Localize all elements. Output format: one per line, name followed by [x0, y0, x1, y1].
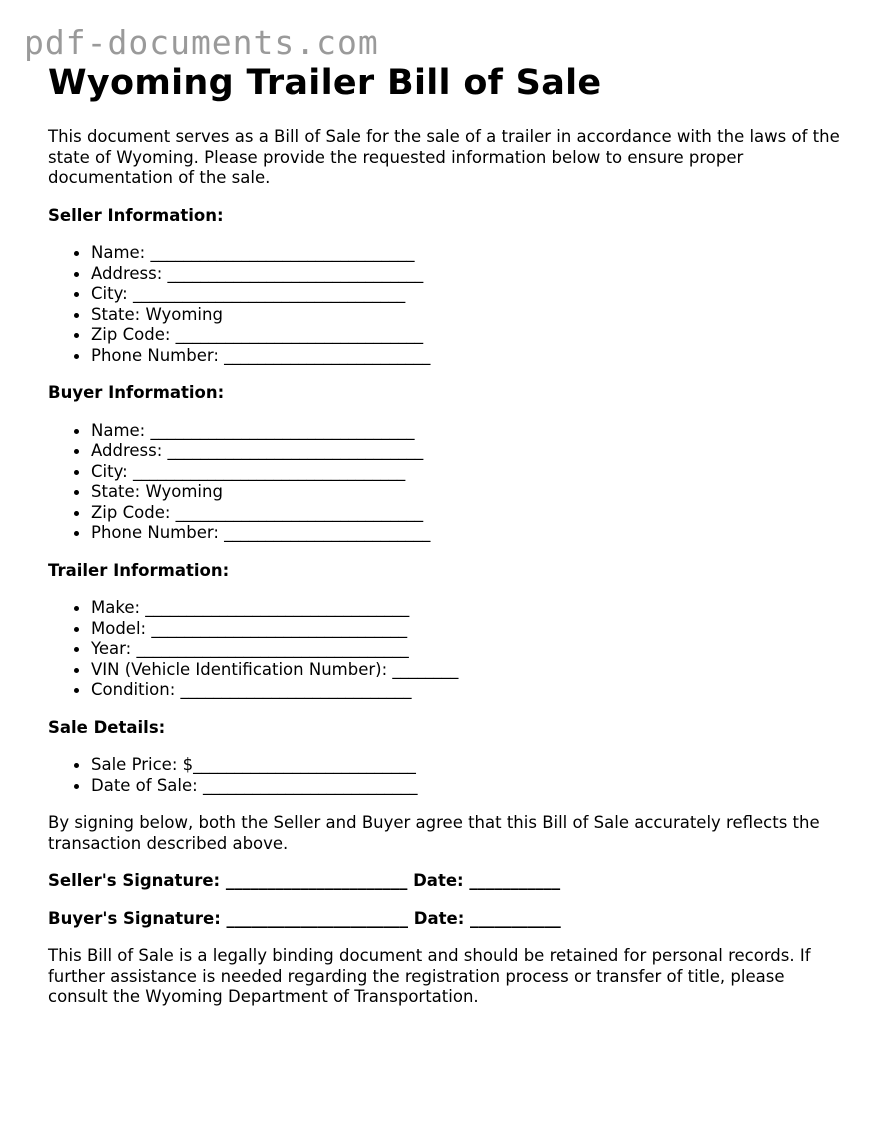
trailer-vin-field[interactable]: VIN (Vehicle Identification Number): ________ [48, 660, 848, 681]
intro-paragraph: This document serves as a Bill of Sale for the sale of a trailer in accordance with the laws of the state of Wyoming. Please provide the requested information below to ensure proper documentation of the sale. [48, 127, 840, 187]
buyer-city-field[interactable]: City: _________________________________ [48, 462, 848, 483]
seller-signature-line[interactable]: Seller's Signature: ______________________ Date: ___________ [48, 871, 561, 890]
seller-list [48, 243, 848, 366]
trailer-condition-field[interactable]: Condition: ____________________________ [48, 680, 848, 701]
trailer-model-field[interactable]: Model: _______________________________ [48, 619, 848, 640]
buyer-heading: Buyer Information: [48, 383, 225, 402]
seller-phone-field[interactable]: Phone Number: _________________________ [48, 346, 848, 367]
seller-zip-field[interactable]: Zip Code: ______________________________ [48, 325, 848, 346]
sale-heading: Sale Details: [48, 717, 166, 737]
buyer-phone-field[interactable]: Phone Number: _________________________ [48, 523, 848, 544]
seller-heading: Seller Information: [48, 205, 224, 225]
seller-city-field[interactable]: City: _________________________________ [48, 284, 848, 305]
buyer-state: State: Wyoming [48, 482, 848, 503]
buyer-address-field[interactable]: Address: _______________________________ [48, 441, 848, 462]
buyer-list [48, 421, 848, 544]
seller-address-field[interactable]: Address: _______________________________ [48, 264, 848, 285]
buyer-name-field[interactable]: Name: ________________________________ [48, 421, 848, 442]
trailer-list [48, 598, 848, 701]
trailer-heading: Trailer Information: [48, 560, 230, 580]
document-page [48, 60, 848, 1008]
seller-state: State: Wyoming [48, 305, 848, 326]
seller-name-field[interactable]: Name: ________________________________ [48, 243, 848, 264]
agreement-paragraph: By signing below, both the Seller and Buyer agree that this Bill of Sale accurately reflects the transaction described above. [48, 813, 820, 853]
buyer-zip-field[interactable]: Zip Code: ______________________________ [48, 503, 848, 524]
closing-paragraph: This Bill of Sale is a legally binding document and should be retained for personal records. If further assistance is needed regarding the registration process or transfer of title, please consult the Wyoming Department of Transportation. [48, 946, 811, 1006]
sale-price-field[interactable]: Sale Price: $___________________________ [48, 755, 848, 776]
trailer-year-field[interactable]: Year: _________________________________ [48, 639, 848, 660]
sale-list [48, 755, 848, 796]
watermark: pdf-documents.com [24, 23, 379, 62]
document-title: Wyoming Trailer Bill of Sale [48, 63, 602, 103]
buyer-signature-line[interactable]: Buyer's Signature: ______________________ Date: ___________ [48, 908, 561, 928]
sale-date-field[interactable]: Date of Sale: __________________________ [48, 776, 848, 797]
trailer-make-field[interactable]: Make: ________________________________ [48, 598, 848, 619]
